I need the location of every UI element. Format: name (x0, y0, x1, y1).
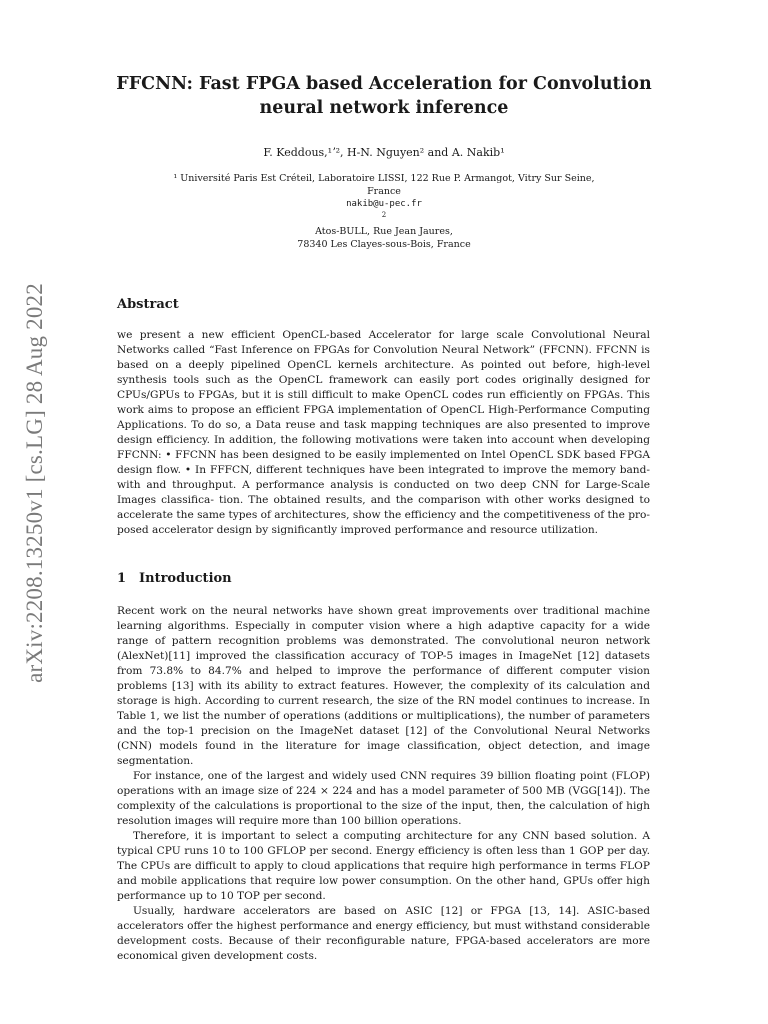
intro-paragraph-4: Usually, hardware accelerators are based on ASIC [12] or FPGA [13, 14]. ASIC-based accelerators offer the highest performance and energy efficiency, but must withstand considerable development costs. Because of their reconfigurable nature, FPGA-based accelerators are more economical given development costs. (117, 905, 650, 962)
affiliations (170, 172, 598, 251)
intro-paragraph-3: Therefore, it is important to select a computing architecture for any CNN based solution. A typical CPU runs 10 to 100 GFLOP per second. Energy efficiency is often less than 1 GOP per day. The CPUs are difficult to apply to cloud applications that require high performance in terms FLOP and mobile applications that require low power consumption. On the other hand, GPUs offer high performance up to 10 TOP per second. (117, 830, 650, 902)
affiliation-1: ¹ Université Paris Est Créteil, Laboratoire LISSI, 122 Rue P. Armangot, Vitry Sur Seine, France (173, 173, 595, 197)
section-number: 1 (117, 571, 127, 586)
affiliation-2-line-2: 78340 Les Clayes-sous-Bois, France (297, 239, 471, 250)
introduction-body (117, 604, 650, 964)
abstract-heading: Abstract (117, 297, 179, 312)
paper-title (110, 72, 658, 120)
title-line-2: neural network inference (259, 98, 509, 118)
intro-paragraph-1: Recent work on the neural networks have shown great improvements over traditional machine learning algorithms. Especially in computer vision where a high adaptive capacity for a wide range of pattern recognition problems was demonstrated. The convolutional neuron network (AlexNet)[11] improved the classification accuracy of TOP-5 images in ImageNet [12] datasets from 73.8% to 84.7% and helped to improve the performance of different computer vision problems [13] with its ability to extract features. However, the complexity of its calculation and storage is high. According to current research, the size of the RN model continues to increase. In Table 1, we list the number of operations (additions or multiplications), the number of parameters and the top-1 precision on the ImageNet dataset [12] of the Convolutional Neural Networks (CNN) models found in the literature for image classification, object detection, and image segmentation. (117, 605, 650, 767)
title-line-1: FFCNN: Fast FPGA based Acceleration for Convolution (116, 74, 652, 94)
introduction-heading (117, 571, 232, 586)
arxiv-identifier: arXiv:2208.13250v1 [cs.LG] 28 Aug 2022 (22, 283, 47, 683)
intro-paragraph-2: For instance, one of the largest and widely used CNN requires 39 billion floating point (FLOP) operations with an image size of 224 × 224 and has a model parameter of 500 MB (VGG[14]). The complexity of the calculations is proportional to the size of the input, then, the calculation of high resolution images will require more than 100 billion operations. (117, 770, 650, 827)
arxiv-side-stamp (18, 268, 52, 698)
contact-email: nakib@u-pec.fr (346, 199, 422, 209)
author-list: F. Keddous,¹ʼ², H-N. Nguyen² and A. Nakib¹ (263, 146, 505, 159)
affiliation-2-mark: 2 (381, 211, 387, 219)
abstract-text: we present a new efficient OpenCL-based Accelerator for large scale Convolutional Neural Networks called “Fast Inference on FPGAs for Convolution Neural Network” (FFCNN). FFCNN is based on a deeply pipelined OpenCL kernels architecture. As pointed out before, high-level synthesis tools such as the OpenCL framework can easily port codes originally designed for CPUs/GPUs to FPGAs, but it is still difficult to make OpenCL codes run efficiently on FPGAs. This work aims to propose an efficient FPGA implementation of OpenCL High-Performance Computing Applications. To do so, a Data reuse and task mapping techniques are also presented to improve design efficiency. In addition, the following motivations were taken into account when developing FFCNN: • FFCNN has been designed to be easily implemented on Intel OpenCL SDK based FPGA design flow. • In FFFCN, different techniques have been integrated to improve the memory band- with and throughput. A performance analysis is conducted on two deep CNN for Large-Scale Images classifica- tion. The obtained results, and the comparison with other works designed to accelerate the same types of architectures, show the efficiency and the competitiveness of the pro- posed accelerator design by significantly improved performance and resource utilization. (117, 329, 651, 536)
section-title: Introduction (139, 571, 232, 586)
affiliation-2-line-1: Atos-BULL, Rue Jean Jaures, (315, 226, 453, 237)
